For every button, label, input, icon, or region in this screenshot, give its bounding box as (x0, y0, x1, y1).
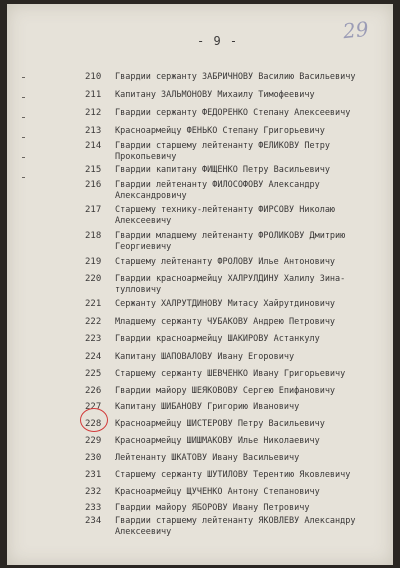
entry-text: Гвардии сержанту ФЕДОРЕНКО Степану Алексеевичу (115, 108, 351, 118)
entry-text: Гвардии майору ЯБОРОВУ Ивану Петровичу (115, 503, 310, 513)
entry-text: Капитану ЗАЛЬМОНОВУ Михаилу Тимофеевичу (115, 90, 315, 100)
entry-number: 230 (85, 453, 102, 463)
entry-text: Гвардии старшему лейтенанту ФЕЛИКОВУ Петру Прокопьевичу (115, 141, 330, 162)
entry-number: 214 (85, 141, 102, 151)
entry-text: Гвардии лейтенанту ФИЛОСОФОВУ Александру Александровичу (115, 180, 320, 201)
entry-text: Старшему лейтенанту ФРОЛОВУ Илье Антоновичу (115, 257, 336, 267)
entry-text: Капитану ШАПОВАЛОВУ Ивану Егоровичу (115, 352, 295, 362)
entry-text: Младшему сержанту ЧУБАКОВУ Андрею Петровичу (115, 317, 336, 327)
entry-number: 228 (85, 419, 102, 429)
entry-number: 220 (85, 274, 102, 284)
entry-text: Лейтенанту ШКАТОВУ Ивану Васильевичу (115, 453, 300, 463)
entry-text: Красноармейцу ФЕНЬКО Степану Григорьевичу (115, 126, 325, 136)
entry-number: 219 (85, 257, 102, 267)
entry-text: Капитану ШИБАНОВУ Григорию Ивановичу (115, 402, 300, 412)
entry-number: 231 (85, 470, 102, 480)
entry-number: 222 (85, 317, 102, 327)
entry-number: 213 (85, 126, 102, 136)
entry-text: Гвардии майору ШЕЯКОВОВУ Сергею Епифановичу (115, 386, 336, 396)
entry-text: Сержанту ХАЛРУТДИНОВУ Митасу Хайрутдиновичу (115, 299, 336, 309)
entry-number: 224 (85, 352, 102, 362)
entry-text: Гвардии капитану ФИЩЕНКО Петру Васильевичу (115, 165, 330, 175)
entry-text: Старшему сержанту ШУТИЛОВУ Терентию Яковлевичу (115, 470, 351, 480)
entry-number: 210 (85, 72, 102, 82)
entry-text: Старшему сержанту ШЕВЧЕНКО Ивану Григорьевичу (115, 369, 346, 379)
entry-number: 221 (85, 299, 102, 309)
folio-mark: 29 (341, 16, 370, 44)
entry-number: 232 (85, 487, 102, 497)
entry-text: Гвардии красноармейцу ХАЛРУЛДИНУ Халилу Зина- тулловичу (115, 274, 346, 295)
entry-number: 223 (85, 334, 102, 344)
entry-number: 227 (85, 402, 102, 412)
entry-text: Красноармейцу ШИСТЕРОВУ Петру Васильевичу (115, 419, 325, 429)
entry-number: 233 (85, 503, 102, 513)
entry-number: 216 (85, 180, 102, 190)
entry-text: Старшему технику-лейтенанту ФИРСОВУ Николаю Алексеевичу (115, 205, 336, 226)
entry-number: 218 (85, 231, 102, 241)
entry-text: Гвардии красноармейцу ШАКИРОВУ Астанкулу (115, 334, 320, 344)
entry-text: Гвардии младшему лейтенанту ФРОЛИКОВУ Дмитрию Георгиевичу (115, 231, 346, 252)
entry-number: 225 (85, 369, 102, 379)
entry-text: Красноармейцу ШИШМАКОВУ Илье Николаевичу (115, 436, 320, 446)
entry-number: 212 (85, 108, 102, 118)
entry-number: 226 (85, 386, 102, 396)
entry-number: 229 (85, 436, 102, 446)
entry-text: Красноармейцу ЩУЧЕНКО Антону Степановичу (115, 487, 320, 497)
entry-number: 217 (85, 205, 102, 215)
entry-number: 215 (85, 165, 102, 175)
entry-text: Гвардии сержанту ЗАБРИЧНОВУ Василию Васильевичу (115, 72, 356, 82)
entry-text: Гвардии старшему лейтенанту ЯКОВЛЕВУ Александру Алексеевичу (115, 516, 356, 537)
red-circle-mark (80, 408, 108, 432)
page-number: - 9 - (197, 34, 239, 48)
entry-number: 234 (85, 516, 102, 526)
entry-number: 211 (85, 90, 102, 100)
